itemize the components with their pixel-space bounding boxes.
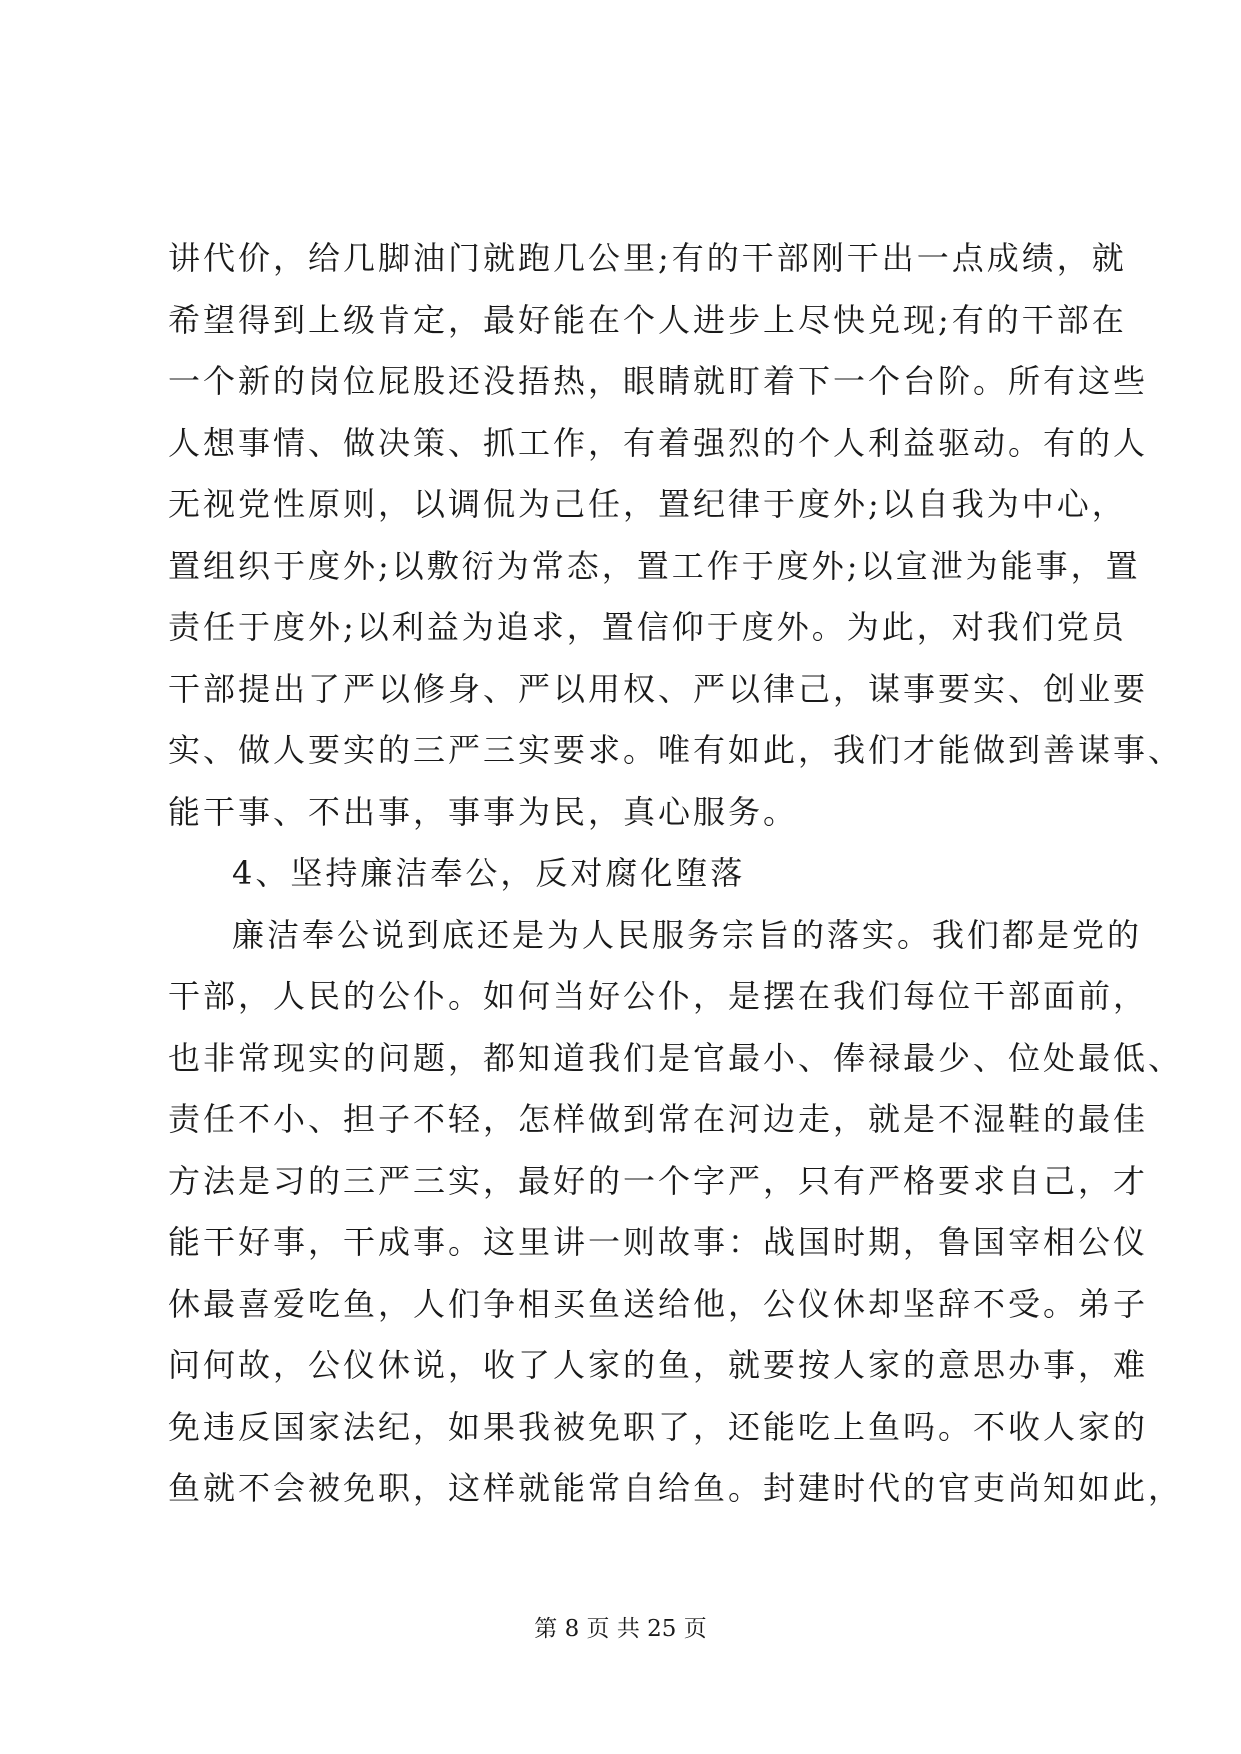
text-line-21: 鱼就不会被免职，这样就能常自给鱼。封建时代的官吏尚知如此， (168, 1469, 1184, 1507)
text-line-10: 能干事、不出事，事事为民，真心服务。 (168, 792, 799, 831)
text-line-2: 希望得到上级肯定，最好能在个人进步上尽快兑现;有的干部在 (168, 300, 1127, 339)
text-line-15: 责任不小、担子不轻，怎样做到常在河边走，就是不湿鞋的最佳 (168, 1100, 1149, 1138)
text-line-20: 免违反国家法纪，如果我被免职了，还能吃上鱼吗。不收人家的 (168, 1407, 1149, 1446)
text-line-8: 干部提出了严以修身、严以用权、严以律己，谋事要实、创业要 (168, 669, 1149, 708)
text-line-4: 人想事情、做决策、抓工作，有着强烈的个人利益驱动。有的人 (168, 423, 1149, 462)
text-line-9: 实、做人要实的三严三实要求。唯有如此，我们才能做到善谋事、 (168, 731, 1184, 769)
text-line-1: 讲代价，给几脚油门就跑几公里;有的干部刚干出一点成绩，就 (168, 239, 1127, 277)
section-heading: 4、坚持廉洁奉公，反对腐化堕落 (232, 854, 746, 892)
text-line-18: 休最喜爱吃鱼，人们争相买鱼送给他，公仪休却坚辞不受。弟子 (168, 1284, 1149, 1323)
page-number-footer: 第 8 页 共 25 页 (534, 1616, 707, 1642)
body-text (168, 228, 1184, 1520)
text-line-17: 能干好事，干成事。这里讲一则故事：战国时期，鲁国宰相公仪 (168, 1223, 1149, 1261)
text-line-6: 置组织于度外;以敷衍为常态，置工作于度外;以宣泄为能事，置 (168, 546, 1141, 585)
text-line-3: 一个新的岗位屁股还没捂热，眼睛就盯着下一个台阶。所有这些 (168, 362, 1149, 400)
text-line-12: 廉洁奉公说到底还是为人民服务宗旨的落实。我们都是党的 (232, 915, 1143, 954)
text-line-7: 责任于度外;以利益为追求，置信仰于度外。为此，对我们党员 (168, 608, 1127, 646)
text-line-5: 无视党性原则，以调侃为己任，置纪律于度外;以自我为中心， (168, 485, 1127, 523)
text-line-16: 方法是习的三严三实，最好的一个字严，只有严格要求自己，才 (168, 1161, 1149, 1200)
text-line-19: 问何故，公仪休说，收了人家的鱼，就要按人家的意思办事，难 (168, 1346, 1149, 1384)
text-line-13: 干部，人民的公仆。如何当好公仆，是摆在我们每位干部面前， (168, 977, 1149, 1015)
text-line-14: 也非常现实的问题，都知道我们是官最小、俸禄最少、位处最低、 (168, 1038, 1184, 1077)
